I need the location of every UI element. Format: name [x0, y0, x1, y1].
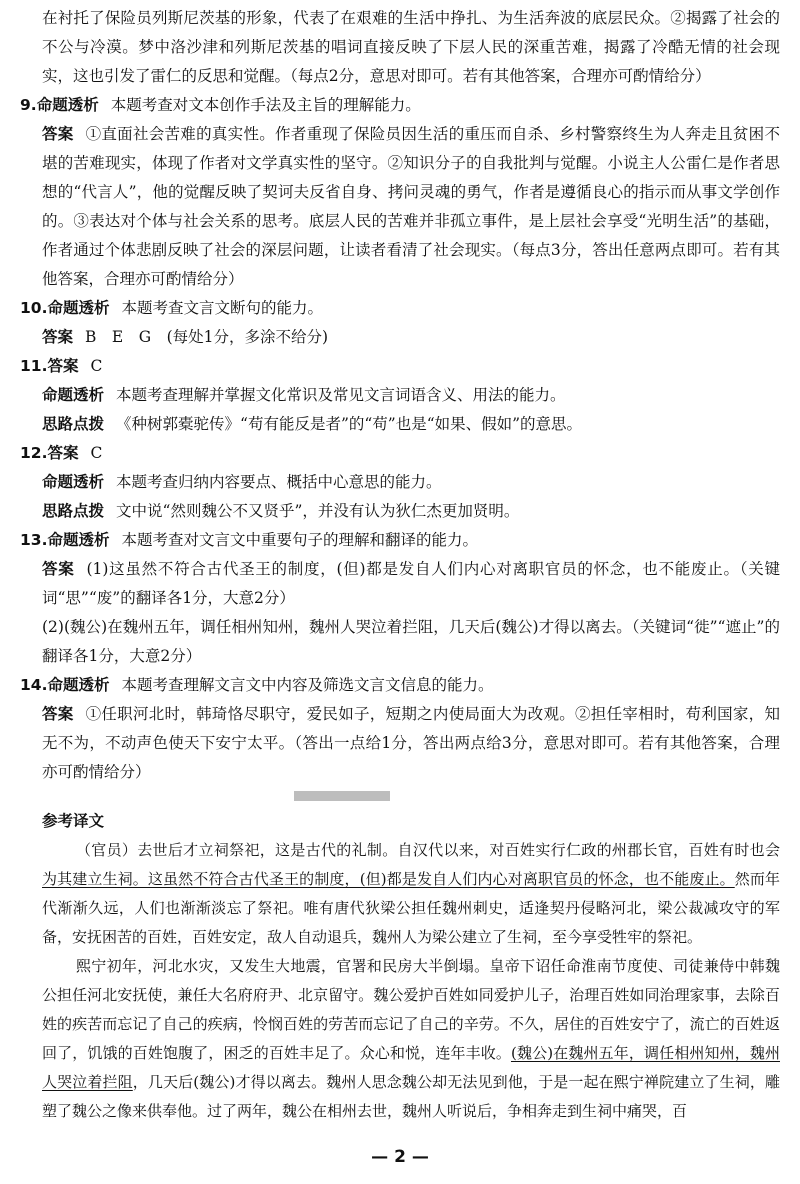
q11-silu — [20, 410, 780, 439]
q9-number: 9. — [20, 96, 37, 114]
q13-touxi-text: 本题考查对文言文中重要句子的理解和翻译的能力。 — [121, 531, 478, 549]
translation-p1-b: 然而年代渐渐久远，人们也渐渐淡忘了祭祀。唯有唐代狄梁公担任魏州刺史，适逢契丹侵略河北，梁公裁减攻守的军备，安抚困苦的百姓，百姓安定，敌人自动退兵，魏州人为梁公建立了生祠，至今享受牲牢的祭祀。 — [42, 870, 780, 946]
touxi-label: 命题透析 — [42, 386, 105, 404]
q10-answer-text: B E G (每处1分，多涂不给分) — [85, 328, 329, 346]
q12-silu — [20, 497, 780, 526]
q12-touxi — [20, 468, 780, 497]
q13-touxi — [20, 526, 780, 555]
q12-touxi-text: 本题考查归纳内容要点、概括中心意思的能力。 — [116, 473, 442, 491]
q10-number: 10. — [20, 299, 48, 317]
q12-number: 12. — [20, 444, 48, 462]
q13-answer-1 — [20, 555, 780, 613]
q9-touxi-text: 本题考查对文本创作手法及主旨的理解能力。 — [110, 96, 421, 114]
q11-answer-text: C — [90, 357, 103, 375]
answer-label: 答案 — [42, 125, 74, 143]
translation-label: 参考译文 — [42, 812, 105, 830]
q13-answer-2: (2)(魏公)在魏州五年，调任相州知州，魏州人哭泣着拦阻，几天后(魏公)才得以离去。（关键词“徙”“遮止”的翻译各1分，大意2分） — [42, 618, 780, 665]
q11-touxi — [20, 381, 780, 410]
q14-touxi-text: 本题考查理解文言文中内容及筛选文言文信息的能力。 — [121, 676, 494, 694]
touxi-label: 命题透析 — [47, 676, 110, 694]
q10-touxi-text: 本题考查文言文断句的能力。 — [121, 299, 323, 317]
translation-heading — [20, 807, 780, 836]
translation-paragraph-2 — [20, 952, 780, 1126]
touxi-label: 命题透析 — [47, 299, 110, 317]
q10-answer — [20, 323, 780, 352]
page-number: — 2 — — [371, 1147, 429, 1167]
translation-p1-underlined: 为其建立生祠。这虽然不符合古代圣王的制度，(但)都是发自人们内心对离职官员的怀念，也不能废止。 — [42, 870, 735, 888]
answer-label: 答案 — [47, 444, 79, 462]
touxi-label: 命题透析 — [36, 96, 99, 114]
q13-number: 13. — [20, 531, 48, 549]
answer-label: 答案 — [42, 705, 74, 723]
q9-touxi — [20, 91, 780, 120]
q13-answer-1-text: (1)这虽然不符合古代圣王的制度，(但)都是发自人们内心对离职官员的怀念，也不能废止。（关键词“思”“废”的翻译各1分，大意2分） — [42, 560, 780, 607]
translation-p1-a: （官员）去世后才立祠祭祀，这是古代的礼制。自汉代以来，对百姓实行仁政的州郡长官，百姓有时也会 — [76, 841, 780, 859]
answer-label: 答案 — [42, 560, 75, 578]
q9-answer — [20, 120, 780, 294]
q14-answer — [20, 700, 780, 787]
q14-answer-text: ①任职河北时，韩琦恪尽职守，爱民如子，短期之内使局面大为改观。②担任宰相时，苟利国家，知无不为，不动声色使天下安宁太平。（答出一点给1分，答出两点给3分，意思对即可。若有其他答案，合理亦可酌情给分） — [42, 705, 780, 781]
q12-silu-text: 文中说“然则魏公不又贤乎”，并没有认为狄仁杰更加贤明。 — [116, 502, 520, 520]
q9-answer-text: ①直面社会苦难的真实性。作者重现了保险员因生活的重压而自杀、乡村警察终生为人奔走且贫困不堪的苦难现实，体现了作者对文学真实性的坚守。②知识分子的自我批判与觉醒。小说主人公雷仁是作者思想的“代言人”，他的觉醒反映了契诃夫反省自身、拷问灵魂的勇气，作者是遵循良心的指示而从事文学创作的。③表达对个体与社会关系的思考。底层人民的苦难并非孤立事件，是上层社会享受“光明生活”的基础，作者通过个体悲剧反映了社会的深层问题，让读者看清了社会现实。（每点3分，答出任意两点即可。若有其他答案，合理亦可酌情给分） — [42, 125, 780, 288]
divider-bar — [294, 791, 390, 801]
touxi-label: 命题透析 — [47, 531, 110, 549]
q14-touxi — [20, 671, 780, 700]
silu-label: 思路点拨 — [42, 415, 105, 433]
answer-label: 答案 — [42, 328, 74, 346]
q8-answer-continuation: 在衬托了保险员列斯尼茨基的形象，代表了在艰难的生活中挣扎、为生活奔波的底层民众。②揭露了社会的不公与冷漠。梦中洛沙津和列斯尼茨基的唱词直接反映了下层人民的深重苦难，揭露了冷酷无情的社会现实，这也引发了雷仁的反思和觉醒。（每点2分，意思对即可。若有其他答案，合理亦可酌情给分） — [42, 9, 780, 85]
translation-p2-b: ，几天后(魏公)才得以离去。魏州人思念魏公却无法见到他，于是一起在熙宁禅院建立了生祠，雕塑了魏公之像来供奉他。过了两年，魏公在相州去世，魏州人听说后，争相奔走到生祠中痛哭，百 — [42, 1073, 780, 1120]
translation-p2-a: 熙宁初年，河北水灾，又发生大地震，官署和民房大半倒塌。皇帝下诏任命淮南节度使、司徒兼侍中韩魏公担任河北安抚使，兼任大名府府尹、北京留守。魏公爱护百姓如同爱护儿子，治理百姓如同治理家事，去除百姓的疾苦而忘记了自己的疾病，怜悯百姓的劳苦而忘记了自己的辛劳。不久，居住的百姓安宁了，流亡的百姓返回了，饥饿的百姓饱腹了，困乏的百姓丰足了。众心和悦，连年丰收。 — [42, 957, 780, 1062]
translation-p2-underlined: (魏公)在魏州五年，调任相州知州，魏州人哭泣着拦阻 — [42, 1044, 780, 1091]
q11-number: 11. — [20, 357, 48, 375]
q10-touxi — [20, 294, 780, 323]
q12-answer-text: C — [90, 444, 103, 462]
q11-answer — [20, 352, 780, 381]
q14-number: 14. — [20, 676, 48, 694]
q12-answer — [20, 439, 780, 468]
silu-label: 思路点拨 — [42, 502, 105, 520]
translation-paragraph-1 — [20, 836, 780, 952]
touxi-label: 命题透析 — [42, 473, 105, 491]
q11-touxi-text: 本题考查理解并掌握文化常识及常见文言词语含义、用法的能力。 — [116, 386, 566, 404]
q11-silu-text: 《种树郭橐驼传》“苟有能反是者”的“苟”也是“如果、假如”的意思。 — [116, 415, 583, 433]
answer-label: 答案 — [47, 357, 79, 375]
